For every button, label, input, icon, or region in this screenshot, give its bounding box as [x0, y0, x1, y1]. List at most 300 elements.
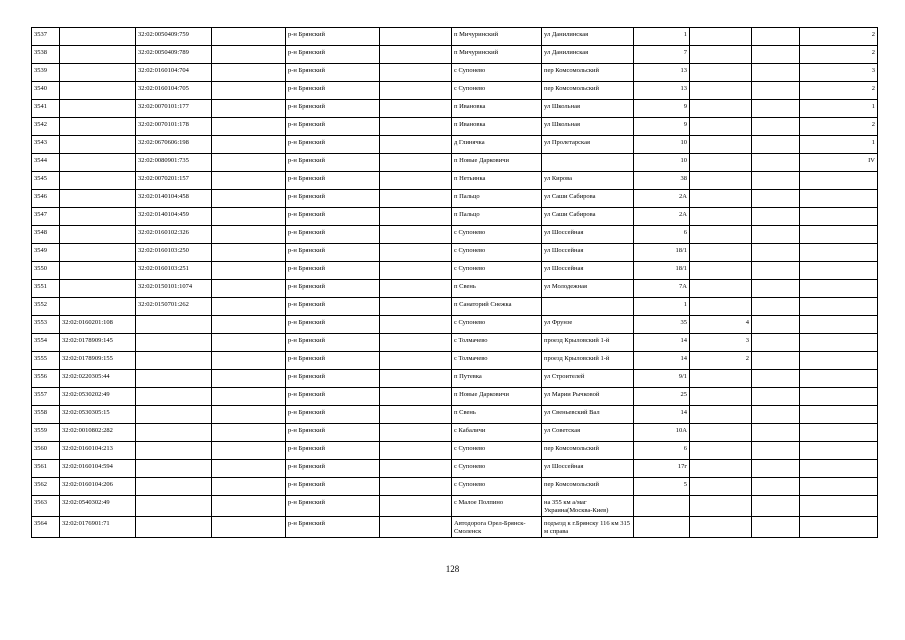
empty-cell: [380, 334, 452, 352]
table-row: [32, 154, 878, 172]
value-cell: [690, 298, 752, 316]
value-cell: [690, 64, 752, 82]
district-cell: р-н Брянский: [286, 226, 380, 244]
value-cell: [690, 226, 752, 244]
cadastral-number-a: [60, 154, 136, 172]
district-cell: р-н Брянский: [286, 478, 380, 496]
empty-cell: [752, 244, 800, 262]
cadastral-number-a: [60, 280, 136, 298]
house-number: 10: [634, 154, 690, 172]
cadastral-number-a: [60, 118, 136, 136]
street-cell: [542, 298, 634, 316]
empty-cell: [212, 244, 286, 262]
table-row: [32, 298, 878, 316]
house-number: 6: [634, 226, 690, 244]
value-cell: 4: [690, 316, 752, 334]
street-cell: ул Кирова: [542, 172, 634, 190]
empty-cell: [380, 28, 452, 46]
empty-cell: [212, 190, 286, 208]
row-number: 3553: [32, 316, 60, 334]
row-number: 3543: [32, 136, 60, 154]
street-cell: ул Школьная: [542, 100, 634, 118]
table-row: [32, 352, 878, 370]
empty-cell: [752, 496, 800, 517]
house-number: 14: [634, 352, 690, 370]
empty-cell: [380, 136, 452, 154]
table-row: [32, 478, 878, 496]
settlement-cell: с Супонево: [452, 478, 542, 496]
street-cell: пер Комсомольский: [542, 478, 634, 496]
settlement-cell: с Супонево: [452, 316, 542, 334]
row-number: 3541: [32, 100, 60, 118]
settlement-cell: с Толмачево: [452, 352, 542, 370]
cadastral-number-b: 32:02:0140104:458: [136, 190, 212, 208]
cadastral-number-b: 32:02:0160104:705: [136, 82, 212, 100]
street-cell: ул Данилинская: [542, 46, 634, 64]
settlement-cell: с Супонево: [452, 244, 542, 262]
row-number: 3558: [32, 406, 60, 424]
house-number: 10: [634, 136, 690, 154]
settlement-cell: с Супонево: [452, 262, 542, 280]
settlement-cell: п Санаторий Снежка: [452, 298, 542, 316]
district-cell: р-н Брянский: [286, 370, 380, 388]
cadastral-number-a: 32:02:0010802:282: [60, 424, 136, 442]
empty-cell: [752, 262, 800, 280]
row-number: 3556: [32, 370, 60, 388]
settlement-cell: с Супонево: [452, 64, 542, 82]
cadastral-number-b: 32:02:0080901:735: [136, 154, 212, 172]
empty-cell: [752, 370, 800, 388]
cadastral-number-a: 32:02:0160104:206: [60, 478, 136, 496]
cadastral-number-a: [60, 172, 136, 190]
value-cell: [800, 406, 878, 424]
empty-cell: [752, 298, 800, 316]
settlement-cell: с Малое Полпино: [452, 496, 542, 517]
district-cell: р-н Брянский: [286, 388, 380, 406]
settlement-cell: п Путевка: [452, 370, 542, 388]
street-cell: проезд Крыловский 1-й: [542, 352, 634, 370]
cadastral-number-a: [60, 82, 136, 100]
cadastral-number-b: [136, 424, 212, 442]
settlement-cell: п Нетьинка: [452, 172, 542, 190]
row-number: 3560: [32, 442, 60, 460]
cadastral-number-b: [136, 316, 212, 334]
settlement-cell: Автодорога Орел-Брянск-Смоленск: [452, 517, 542, 538]
street-cell: пер Комсомольский: [542, 442, 634, 460]
empty-cell: [752, 136, 800, 154]
row-number: 3559: [32, 424, 60, 442]
value-cell: [800, 442, 878, 460]
value-cell: [800, 298, 878, 316]
cadastral-number-a: [60, 136, 136, 154]
table-row: [32, 388, 878, 406]
value-cell: [690, 424, 752, 442]
house-number: 13: [634, 82, 690, 100]
house-number: 17г: [634, 460, 690, 478]
cadastral-number-b: [136, 406, 212, 424]
cadastral-number-a: 32:02:0178909:145: [60, 334, 136, 352]
table-row: [32, 244, 878, 262]
empty-cell: [380, 82, 452, 100]
empty-cell: [212, 118, 286, 136]
house-number: 2А: [634, 208, 690, 226]
settlement-cell: п Мичуринский: [452, 46, 542, 64]
empty-cell: [212, 460, 286, 478]
value-cell: [690, 208, 752, 226]
settlement-cell: с Супонево: [452, 226, 542, 244]
empty-cell: [752, 64, 800, 82]
value-cell: [800, 424, 878, 442]
house-number: 1: [634, 28, 690, 46]
settlement-cell: п Мичуринский: [452, 28, 542, 46]
empty-cell: [212, 280, 286, 298]
table-row: [32, 118, 878, 136]
street-cell: [542, 154, 634, 172]
empty-cell: [212, 316, 286, 334]
cadastral-number-a: [60, 262, 136, 280]
cadastral-number-a: [60, 28, 136, 46]
street-cell: ул Данилинская: [542, 28, 634, 46]
district-cell: р-н Брянский: [286, 460, 380, 478]
cadastral-number-b: [136, 496, 212, 517]
empty-cell: [752, 280, 800, 298]
street-cell: ул Саши Сабирова: [542, 208, 634, 226]
empty-cell: [380, 352, 452, 370]
value-cell: 3: [690, 334, 752, 352]
empty-cell: [752, 82, 800, 100]
street-cell: ул Школьная: [542, 118, 634, 136]
district-cell: р-н Брянский: [286, 280, 380, 298]
value-cell: [690, 136, 752, 154]
value-cell: [800, 370, 878, 388]
row-number: 3561: [32, 460, 60, 478]
cadastral-number-b: 32:02:0160102:326: [136, 226, 212, 244]
cadastral-number-b: [136, 442, 212, 460]
district-cell: р-н Брянский: [286, 136, 380, 154]
street-cell: ул Строителей: [542, 370, 634, 388]
district-cell: р-н Брянский: [286, 262, 380, 280]
row-number: 3550: [32, 262, 60, 280]
value-cell: [800, 316, 878, 334]
settlement-cell: п Свень: [452, 280, 542, 298]
empty-cell: [212, 442, 286, 460]
empty-cell: [212, 136, 286, 154]
empty-cell: [212, 46, 286, 64]
table-row: [32, 172, 878, 190]
empty-cell: [752, 352, 800, 370]
value-cell: [800, 352, 878, 370]
empty-cell: [212, 298, 286, 316]
empty-cell: [752, 406, 800, 424]
value-cell: 3: [800, 64, 878, 82]
district-cell: р-н Брянский: [286, 46, 380, 64]
table-row: [32, 28, 878, 46]
table-row: [32, 406, 878, 424]
house-number: 18/1: [634, 262, 690, 280]
cadastral-number-b: 32:02:0160103:250: [136, 244, 212, 262]
table-row: [32, 262, 878, 280]
cadastral-number-b: 32:02:0150101:1074: [136, 280, 212, 298]
cadastral-number-a: 32:02:0160104:213: [60, 442, 136, 460]
empty-cell: [752, 334, 800, 352]
row-number: 3545: [32, 172, 60, 190]
row-number: 3562: [32, 478, 60, 496]
row-number: 3555: [32, 352, 60, 370]
empty-cell: [212, 478, 286, 496]
street-cell: ул Пролетарская: [542, 136, 634, 154]
house-number: [634, 496, 690, 517]
value-cell: [690, 442, 752, 460]
empty-cell: [212, 496, 286, 517]
cadastral-number-a: 32:02:0530202:49: [60, 388, 136, 406]
empty-cell: [380, 46, 452, 64]
settlement-cell: с Супонево: [452, 460, 542, 478]
district-cell: р-н Брянский: [286, 496, 380, 517]
empty-cell: [212, 262, 286, 280]
cadastral-number-a: [60, 208, 136, 226]
cadastral-number-a: 32:02:0160201:108: [60, 316, 136, 334]
row-number: 3546: [32, 190, 60, 208]
district-cell: р-н Брянский: [286, 244, 380, 262]
empty-cell: [380, 244, 452, 262]
district-cell: р-н Брянский: [286, 28, 380, 46]
street-cell: ул Фрунзе: [542, 316, 634, 334]
value-cell: 2: [690, 352, 752, 370]
empty-cell: [380, 316, 452, 334]
table-row: [32, 334, 878, 352]
street-cell: ул Советская: [542, 424, 634, 442]
value-cell: [800, 280, 878, 298]
value-cell: [800, 190, 878, 208]
table-row: [32, 136, 878, 154]
district-cell: р-н Брянский: [286, 424, 380, 442]
cadastral-number-b: [136, 334, 212, 352]
value-cell: [690, 28, 752, 46]
district-cell: р-н Брянский: [286, 100, 380, 118]
table-row: [32, 460, 878, 478]
table-row: [32, 517, 878, 538]
table-row: [32, 64, 878, 82]
empty-cell: [752, 478, 800, 496]
street-cell: ул Шоссейная: [542, 460, 634, 478]
value-cell: [690, 118, 752, 136]
district-cell: р-н Брянский: [286, 352, 380, 370]
value-cell: IV: [800, 154, 878, 172]
empty-cell: [752, 172, 800, 190]
house-number: 18/1: [634, 244, 690, 262]
empty-cell: [752, 316, 800, 334]
district-cell: р-н Брянский: [286, 172, 380, 190]
value-cell: [800, 496, 878, 517]
empty-cell: [380, 406, 452, 424]
cadastral-number-b: [136, 517, 212, 538]
value-cell: [800, 388, 878, 406]
empty-cell: [380, 280, 452, 298]
value-cell: 2: [800, 28, 878, 46]
house-number: 9/1: [634, 370, 690, 388]
cadastral-number-a: [60, 64, 136, 82]
empty-cell: [380, 262, 452, 280]
value-cell: [690, 190, 752, 208]
street-cell: ул Шоссейная: [542, 262, 634, 280]
street-cell: ул Марии Рычковой: [542, 388, 634, 406]
value-cell: [690, 172, 752, 190]
row-number: 3552: [32, 298, 60, 316]
cadastral-number-b: [136, 388, 212, 406]
cadastral-number-b: [136, 370, 212, 388]
empty-cell: [752, 100, 800, 118]
cadastral-number-b: 32:02:0670606:198: [136, 136, 212, 154]
district-cell: р-н Брянский: [286, 154, 380, 172]
house-number: 9: [634, 100, 690, 118]
house-number: 1: [634, 298, 690, 316]
cadastral-number-b: [136, 460, 212, 478]
value-cell: [800, 244, 878, 262]
district-cell: р-н Брянский: [286, 190, 380, 208]
empty-cell: [380, 517, 452, 538]
street-cell: ул Свеньевский Вал: [542, 406, 634, 424]
row-number: 3563: [32, 496, 60, 517]
house-number: 25: [634, 388, 690, 406]
row-number: 3564: [32, 517, 60, 538]
cadastral-number-b: [136, 478, 212, 496]
value-cell: [800, 208, 878, 226]
value-cell: [690, 460, 752, 478]
street-cell: ул Шоссейная: [542, 244, 634, 262]
settlement-cell: п Пальцо: [452, 208, 542, 226]
house-number: 7А: [634, 280, 690, 298]
settlement-cell: с Супонево: [452, 82, 542, 100]
cadastral-number-a: 32:02:0178909:155: [60, 352, 136, 370]
empty-cell: [752, 208, 800, 226]
house-number: 14: [634, 406, 690, 424]
row-number: 3542: [32, 118, 60, 136]
table-row: [32, 82, 878, 100]
empty-cell: [380, 442, 452, 460]
cadastral-number-b: 32:02:0150701:262: [136, 298, 212, 316]
settlement-cell: с Толмачево: [452, 334, 542, 352]
empty-cell: [380, 118, 452, 136]
value-cell: [800, 517, 878, 538]
table-row: [32, 442, 878, 460]
cadastral-number-a: [60, 46, 136, 64]
table-row: [32, 100, 878, 118]
settlement-cell: п Новые Дарковичи: [452, 154, 542, 172]
cadastral-number-a: 32:02:0176901:71: [60, 517, 136, 538]
cadastral-number-b: 32:02:0070101:177: [136, 100, 212, 118]
empty-cell: [380, 100, 452, 118]
house-number: 38: [634, 172, 690, 190]
value-cell: [690, 262, 752, 280]
value-cell: [690, 100, 752, 118]
empty-cell: [752, 460, 800, 478]
value-cell: [690, 517, 752, 538]
empty-cell: [212, 100, 286, 118]
value-cell: [800, 460, 878, 478]
house-number: 7: [634, 46, 690, 64]
cadastral-number-b: 32:02:0140104:459: [136, 208, 212, 226]
value-cell: [690, 478, 752, 496]
value-cell: [690, 280, 752, 298]
empty-cell: [212, 154, 286, 172]
value-cell: [690, 154, 752, 172]
row-number: 3549: [32, 244, 60, 262]
cadastral-number-a: [60, 226, 136, 244]
settlement-cell: п Пальцо: [452, 190, 542, 208]
empty-cell: [380, 190, 452, 208]
value-cell: [690, 370, 752, 388]
house-number: 5: [634, 478, 690, 496]
row-number: 3554: [32, 334, 60, 352]
empty-cell: [752, 424, 800, 442]
empty-cell: [212, 208, 286, 226]
value-cell: 1: [800, 136, 878, 154]
empty-cell: [752, 28, 800, 46]
empty-cell: [212, 172, 286, 190]
value-cell: [690, 46, 752, 64]
value-cell: [690, 82, 752, 100]
cadastral-number-b: 32:02:0070201:157: [136, 172, 212, 190]
value-cell: [690, 496, 752, 517]
house-number: 10А: [634, 424, 690, 442]
empty-cell: [212, 424, 286, 442]
cadastral-number-b: 32:02:0160104:704: [136, 64, 212, 82]
empty-cell: [212, 82, 286, 100]
empty-cell: [380, 496, 452, 517]
house-number: 6: [634, 442, 690, 460]
empty-cell: [380, 64, 452, 82]
district-cell: р-н Брянский: [286, 406, 380, 424]
value-cell: 2: [800, 46, 878, 64]
empty-cell: [380, 298, 452, 316]
empty-cell: [212, 352, 286, 370]
row-number: 3544: [32, 154, 60, 172]
street-cell: на 355 км а/маг Украина(Москва-Киев): [542, 496, 634, 517]
house-number: 13: [634, 64, 690, 82]
district-cell: р-н Брянский: [286, 334, 380, 352]
settlement-cell: д Глинячка: [452, 136, 542, 154]
table-row: [32, 280, 878, 298]
empty-cell: [380, 388, 452, 406]
house-number: 35: [634, 316, 690, 334]
table-row: [32, 370, 878, 388]
district-cell: р-н Брянский: [286, 316, 380, 334]
empty-cell: [752, 517, 800, 538]
street-cell: ул Молодежная: [542, 280, 634, 298]
value-cell: 2: [800, 82, 878, 100]
value-cell: [800, 262, 878, 280]
district-cell: р-н Брянский: [286, 517, 380, 538]
district-cell: р-н Брянский: [286, 82, 380, 100]
empty-cell: [380, 208, 452, 226]
empty-cell: [752, 226, 800, 244]
district-cell: р-н Брянский: [286, 118, 380, 136]
street-cell: пер Комсомольский: [542, 64, 634, 82]
empty-cell: [212, 370, 286, 388]
empty-cell: [380, 154, 452, 172]
settlement-cell: п Свень: [452, 406, 542, 424]
cadastral-number-a: 32:02:0540302:49: [60, 496, 136, 517]
empty-cell: [212, 28, 286, 46]
settlement-cell: с Кабаличи: [452, 424, 542, 442]
table-row: [32, 424, 878, 442]
street-cell: ул Саши Сабирова: [542, 190, 634, 208]
house-number: 14: [634, 334, 690, 352]
row-number: 3557: [32, 388, 60, 406]
empty-cell: [752, 154, 800, 172]
empty-cell: [212, 226, 286, 244]
empty-cell: [212, 64, 286, 82]
